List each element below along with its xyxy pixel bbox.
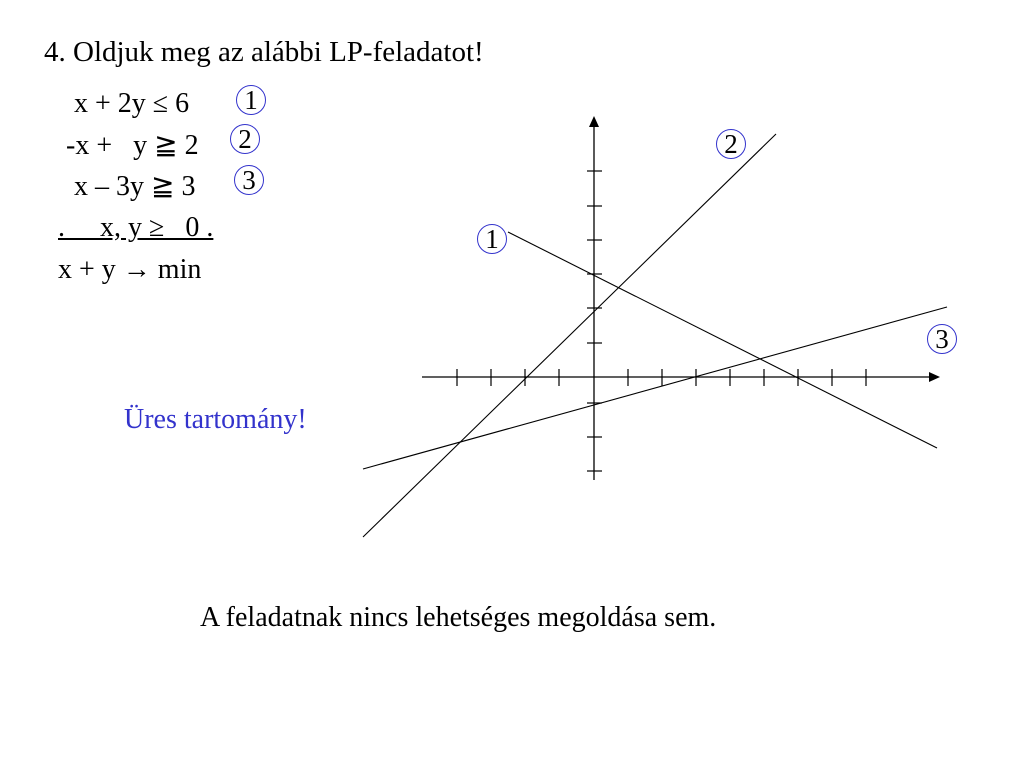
objective-function: x + y → min: [58, 254, 202, 285]
empty-region-note: Üres tartomány!: [124, 404, 307, 435]
nonnegativity-constraint: . x, y ≥ 0 .: [58, 212, 214, 243]
x-axis-arrow: [929, 372, 940, 382]
y-axis-arrow: [589, 116, 599, 127]
constraint-3-badge: 3: [234, 165, 264, 195]
constraint-2-badge: 2: [230, 124, 260, 154]
constraint-1-badge: 1: [236, 85, 266, 115]
graph-line-1-label: 1: [477, 224, 507, 254]
constraint-1: x + 2y ≤ 6: [74, 88, 190, 119]
constraint-line-1: [508, 232, 937, 448]
slide-title: 4. Oldjuk meg az alábbi LP-feladatot!: [44, 36, 484, 68]
graph-line-2-label: 2: [716, 129, 746, 159]
constraint-line-3: [363, 307, 947, 469]
conclusion-text: A feladatnak nincs lehetséges megoldása sem.: [200, 602, 717, 633]
constraint-3: x – 3y ≧ 3: [74, 171, 196, 202]
graph-line-3-label: 3: [927, 324, 957, 354]
constraint-2: -x + y ≧ 2: [66, 130, 199, 161]
